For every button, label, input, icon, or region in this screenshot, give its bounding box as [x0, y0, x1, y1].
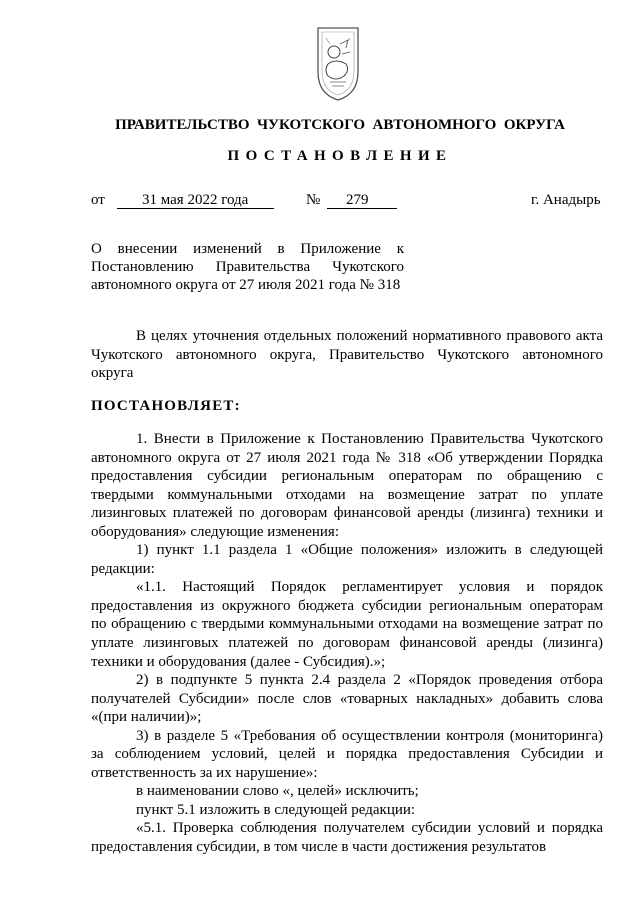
body-line: «1.1. Настоящий Порядок регламентирует условия и порядок [136, 579, 603, 596]
body-line: предоставления субсидии, в том числе в части достижения результатов [91, 839, 547, 856]
body-line: 1) пункт 1.1 раздела 1 «Общие положения» изложить в следующей [136, 542, 603, 559]
body-line: техники и оборудования (далее - Субсидия).»; [91, 653, 386, 670]
number-prefix: № [306, 192, 321, 208]
body-line: твердыми коммунальными отходами на возмещение затрат по уплате [91, 486, 603, 503]
chukotka-coat-of-arms-icon [308, 24, 368, 104]
body-line: уплате лизинговых платежей по договорам финансовой аренды (лизинга) [91, 635, 603, 652]
subject-line: О внесении изменений в Приложение к [91, 241, 404, 257]
document-type-title: ПОСТАНОВЛЕНИЕ [227, 148, 453, 164]
body-line: ответственность за их нарушение»: [91, 764, 318, 781]
body-line: получателей Субсидии» после слов «товарных накладных» добавить слова [91, 690, 603, 707]
subject-line: автономного округа от 27 июля 2021 года № 318 [91, 277, 401, 293]
date-prefix: от [91, 192, 105, 208]
date-underline [117, 208, 274, 209]
body-line: предоставления из окружного бюджета субсидии региональным операторам [91, 597, 603, 614]
city-name: г. Анадырь [531, 192, 601, 208]
preamble [91, 327, 603, 383]
body-line: предоставления субсидии региональным операторам по обращению с [91, 468, 603, 485]
body-line: автономного округа от 27 июля 2021 года № 318 «Об утверждении Порядка [91, 449, 603, 466]
body-line: лизинговых платежей по договорам финансовой аренды (лизинга) техники и [91, 505, 603, 522]
body-line: по обращению с твердыми коммунальными отходами на возмещение затрат по [91, 616, 603, 633]
body-line: «5.1. Проверка соблюдения получателем субсидии условий и порядка [136, 820, 603, 837]
number-underline [327, 208, 397, 209]
preamble-line: округа [91, 365, 134, 382]
body-line: «(при наличии)»; [91, 709, 202, 726]
document-number: 279 [346, 192, 369, 208]
subject-line: Постановлению Правительства Чукотского [91, 259, 404, 275]
body-line: пункт 5.1 изложить в следующей редакции: [136, 801, 416, 818]
document-date: 31 мая 2022 года [142, 192, 249, 208]
body-line: 2) в подпункте 5 пункта 2.4 раздела 2 «Порядок проведения отбора [136, 672, 603, 689]
document-subject [91, 240, 404, 294]
body-line: редакции: [91, 560, 155, 577]
preamble-line: Чукотского автономного округа, Правительство Чукотского автономного [91, 346, 603, 363]
body-line: за соблюдением условий, целей и порядка предоставления Субсидии и [91, 746, 603, 763]
decree-heading: ПОСТАНОВЛЯЕТ: [91, 398, 241, 414]
body-line: оборудования» следующие изменения: [91, 523, 339, 540]
decree-body [91, 430, 603, 857]
government-title: ПРАВИТЕЛЬСТВО ЧУКОТСКОГО АВТОНОМНОГО ОКРУГА [115, 117, 565, 133]
body-line: в наименовании слово «, целей» исключить; [136, 783, 419, 800]
body-line: 1. Внести в Приложение к Постановлению Правительства Чукотского [136, 431, 603, 447]
preamble-line: В целях уточнения отдельных положений нормативного правового акта [136, 328, 603, 344]
body-line: 3) в разделе 5 «Требования об осуществлении контроля (мониторинга) [136, 727, 603, 744]
